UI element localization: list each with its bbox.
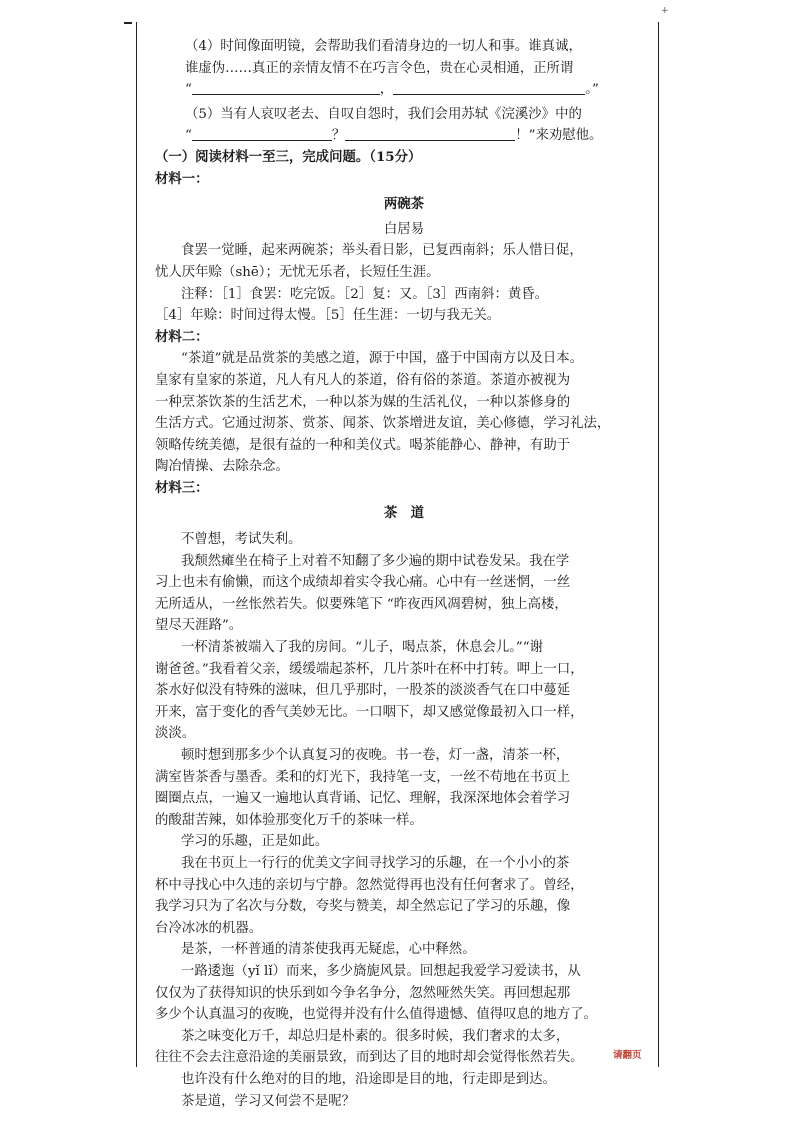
corner-tick [124, 22, 132, 24]
material3-line: 圈圈点点，一遍又一遍地认真背诵、记忆、理解，我深深地体会着学习 [155, 791, 571, 807]
q4-line-1: （4）时间像面明镜，会帮助我们看清身边的一切人和事。谁真诚， [185, 39, 582, 54]
material1-title: 两碗茶 [383, 196, 425, 213]
q5-answer-blank-2[interactable] [345, 140, 515, 141]
material3-line: 学习的乐趣，正是如此。 [181, 834, 329, 850]
material3-line: 茶之味变化万千，却总归是朴素的。很多时候，我们奢求的太多， [181, 1028, 570, 1044]
material2-label: 材料二： [155, 328, 209, 345]
material3-line: 是茶，一杯普通的清茶使我再无疑虑，心中释然。 [181, 942, 476, 958]
poem-line-1: 食罢一觉睡，起来两碗茶；举头看日影，已复西南斜；乐人惜日促， [181, 243, 583, 259]
material3-line: 茶是道，学习又何尝不是呢？ [181, 1093, 356, 1109]
material3-line: 一路逶迤（yǐ lǐ）而来，多少旖旎风景。回想起我爱学习爱读书，从 [181, 963, 581, 979]
poem-line-2: 忧人厌年赊（shē）；无忧无乐者，长短任生涯。 [155, 264, 440, 280]
q4-line-2: 谁虚伪……真正的亲情友情不在巧言令色，贵在心灵相通，正所谓 [185, 60, 574, 76]
material2-line: “茶道”就是品赏茶的美感之道，源于中国，盛于中国南方以及日本。 [181, 351, 584, 367]
material3-line: 习上也未有偷懒，而这个成绩却着实令我心痛。心中有一丝迷惘，一丝 [155, 575, 571, 591]
material3-line: 望尽天涯路”。 [155, 618, 243, 634]
material3-line: 谢爸爸。”我看着父亲，缓缓端起茶杯，几片茶叶在杯中打转。呷上一口， [155, 661, 584, 677]
q5-line-1: （5）当有人哀叹老去、自叹自怨时，我们会用苏轼《浣溪沙》中的 [185, 106, 582, 122]
q5-line-2: “ ？ ！”来劝慰他。 [185, 128, 603, 144]
material3-label: 材料三： [155, 479, 209, 496]
material3-line: 开来，富于变化的香气美妙无比。一口咽下，却又感觉像最初入口一样， [155, 704, 584, 720]
material3-line: 的酸甜苦辣，如体验那变化万千的茶味一样。 [155, 812, 423, 828]
q4-answer-blank-1[interactable] [192, 94, 380, 95]
material1-author: 白居易 [383, 221, 425, 237]
material3-line: 往往不会去注意沿途的美丽景致，而到达了目的地时却会觉得怅然若失。 [155, 1050, 584, 1066]
material3-line: 仅仅为了获得知识的快乐到如今争名争分，忽然哑然失笑。再回想起那 [155, 985, 571, 1001]
material2-body [155, 348, 653, 478]
page-content [155, 36, 653, 1112]
material2-line: 一种烹茶饮茶的生活艺术，一种以茶为媒的生活礼仪，一种以茶修身的 [155, 394, 571, 410]
material3-line: 一杯清茶被端入了我的房间。“儿子，喝点茶，休息会儿。”“谢 [181, 640, 543, 656]
material3-line: 无所适从，一丝怅然若失。似要殊笔下 “昨夜西风凋碧树，独上高楼， [155, 596, 568, 612]
material3-line: 不曾想，考试失利。 [181, 532, 302, 548]
material3-line: 多少个认真温习的夜晚，也觉得并没有什么值得遗憾、值得叹息的地方了。 [155, 1007, 597, 1023]
notes-line-2: ［4］年赊：时间过得太慢。［5］任生涯：一切与我无关。 [155, 308, 501, 324]
section-heading: （一）阅读材料一至三，完成问题。（15分） [155, 148, 422, 165]
material1-label: 材料一： [155, 170, 209, 187]
material3-line: 也许没有什么绝对的目的地，沿途即是目的地，行走即是到达。 [181, 1071, 556, 1087]
material2-line: 领略传统美德，是很有益的一种和美仪式。喝茶能静心、静神，有助于 [155, 437, 571, 453]
material3-line: 杯中寻找心中久违的亲切与宁静。忽然觉得再也没有任何奢求了。曾经， [155, 877, 584, 893]
notes-line-1: 注释：［1］食罢：吃完饭。［2］复：又。［3］西南斜：黄昏。 [181, 286, 549, 302]
material3-body [155, 529, 653, 1112]
material2-line: 陶冶情操、去除杂念。 [155, 459, 289, 475]
material3-line: 我颓然瘫坐在椅子上对着不知翻了多少遍的期中试卷发呆。我在学 [181, 553, 570, 569]
material3-line: 我学习只为了名次与分数，夸奖与赞美，却全然忘记了学习的乐趣，像 [155, 899, 571, 915]
material2-line: 生活方式。它通过沏茶、赏茶、闻茶、饮茶增进友谊，美心修德，学习礼法， [155, 416, 611, 432]
q4-answer-blank-2[interactable] [393, 94, 585, 95]
material3-line: 满室皆茶香与墨香。柔和的灯光下，我持笔一支，一丝不苟地在书页上 [155, 769, 571, 785]
material3-line: 顿时想到那多少个认真复习的夜晚。书一卷，灯一盏，清茶一杯， [181, 748, 570, 763]
material3-title: 茶 道 [383, 505, 425, 522]
material3-line: 淡淡。 [155, 726, 196, 742]
q5-answer-blank-1[interactable] [192, 140, 332, 141]
corner-mark: + [661, 6, 669, 16]
next-page-tag: 请翻页 [613, 1050, 642, 1061]
material3-line: 我在书页上一行行的优美文字间寻找学习的乐趣，在一个小小的茶 [181, 855, 570, 871]
material3-line: 茶水好似没有特殊的滋味，但几乎那时，一股茶的淡淡香气在口中蔓延 [155, 683, 571, 699]
material2-line: 皇家有皇家的茶道，凡人有凡人的茶道，俗有俗的茶道。茶道亦被视为 [155, 372, 571, 388]
q4-line-3: “ ， 。” [185, 82, 599, 98]
material3-line: 台冷冰冰的机器。 [155, 920, 263, 936]
